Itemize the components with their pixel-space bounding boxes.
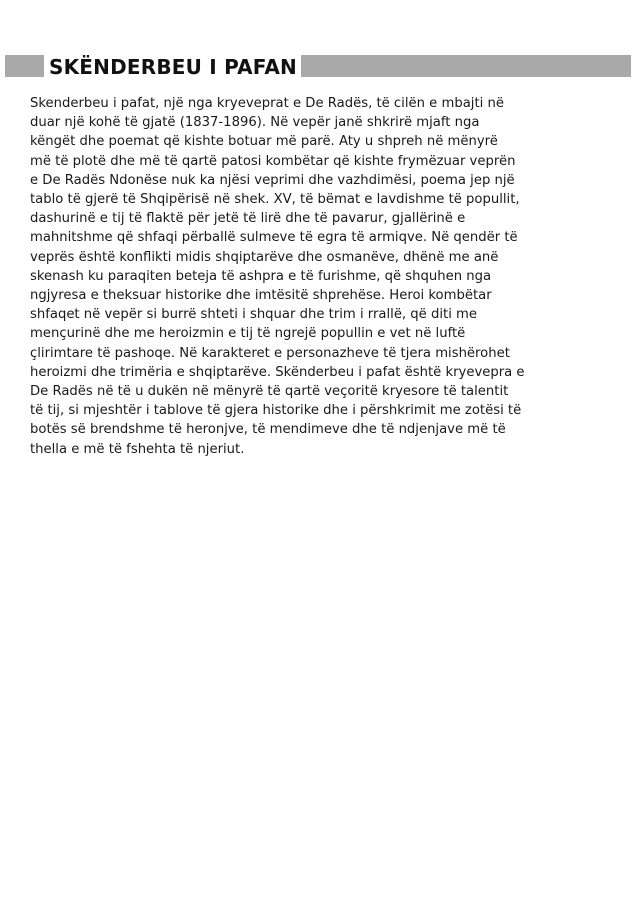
paragraph-line: heroizmi dhe trimëria e shqiptarëve. Skënderbeu i pafat është kryevepra e (30, 364, 525, 380)
paragraph-line: mahnitshme që shfaqi përballë sulmeve të egra të armiqve. Në qendër të (30, 230, 518, 246)
paragraph-line: ngjyresa e theksuar historike dhe imtësitë shprehëse. Heroi kombëtar (30, 288, 492, 304)
paragraph-line: mençurinë dhe me heroizmin e tij të ngrejë popullin e vet në luftë (30, 326, 466, 342)
document-title: SKËNDERBEU I PAFAN (49, 54, 297, 79)
title-box (44, 53, 301, 80)
paragraph-line: veprës është konflikti midis shqiptarëve dhe osmanëve, dhënë me anë (30, 249, 499, 265)
paragraph-line: duar një kohë të gjatë (1837-1896). Në vepër janë shkrirë mjaft nga (30, 115, 480, 131)
paragraph-line: shfaqet në vepër si burrë shteti i shquar dhe trim i rrallë, që diti me (30, 307, 478, 323)
paragraph-line: çlirimtare të pashoqe. Në karakteret e personazheve të tjera mishërohet (30, 345, 510, 361)
paragraph-line: këngët dhe poemat që kishte botuar më parë. Aty u shpreh në mënyrë (30, 134, 498, 150)
paragraph-line: De Radës në të u dukën në mënyrë të qartë veçoritë kryesore të talentit (30, 384, 509, 400)
paragraph-line: e De Radës Ndonëse nuk ka njësi veprimi dhe vazhdimësi, poema jep një (30, 172, 515, 188)
paragraph-line: të tij, si mjeshtër i tablove të gjera historike dhe i përshkrimit me zotësi të (30, 403, 522, 419)
paragraph-line: më të plotë dhe më të qartë patosi kombëtar që kishte frymëzuar veprën (30, 153, 516, 169)
paragraph-line: dashurinë e tij të flaktë për jetë të lirë dhe të pavarur, gjallërinë e (30, 211, 466, 227)
paragraph-line: botës së brendshme të heronjve, të mendimeve dhe të ndjenjave më të (30, 422, 506, 438)
paragraph-line: skenash ku paraqiten beteja të ashpra e të furishme, që shquhen nga (30, 268, 492, 284)
body-paragraph (30, 94, 620, 459)
paragraph-line: Skenderbeu i pafat, një nga kryeveprat e De Radës, të cilën e mbajti në (30, 96, 504, 111)
paragraph-line: thella e më të fshehta të njeriut. (30, 441, 245, 457)
paragraph-line: tablo të gjerë të Shqipërisë në shek. XV, të bëmat e lavdishme të popullit, (30, 192, 520, 208)
